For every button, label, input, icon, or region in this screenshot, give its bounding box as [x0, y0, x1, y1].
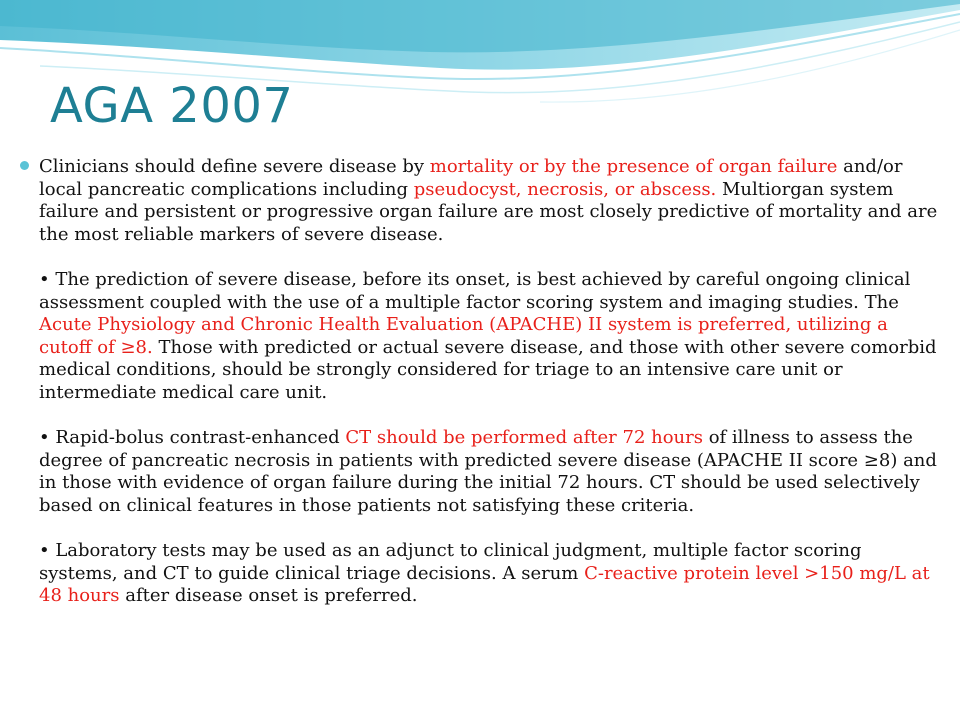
highlighted-text: Acute Physiology and Chronic Health Evaluation (APACHE) II system is preferred, utilizing a cutoff of ≥8. — [39, 314, 888, 358]
highlighted-text: mortality or by the presence of organ failure — [429, 156, 838, 177]
text-segment: Multiorgan system failure and persistent or progressive organ failure are most closely predictive of mortality and are the most reliable markers of severe disease. — [39, 178, 938, 245]
text-segment: after disease onset is preferred. — [119, 585, 418, 606]
highlighted-text: pseudocyst, necrosis, or abscess. — [413, 178, 717, 200]
slide-title: AGA 2007 — [50, 78, 294, 134]
paragraph-laboratory-tests — [39, 540, 941, 608]
text-segment: • Rapid-bolus contrast-enhanced — [39, 427, 346, 448]
text-segment: and/or local pancreatic complications including — [39, 156, 903, 200]
text-segment: • The prediction of severe disease, before its onset, is best achieved by careful ongoing clinical assessment coupled with the use of a multiple factor scoring system and imaging studies. The — [39, 269, 911, 313]
text-segment: • Laboratory tests may be used as an adjunct to clinical judgment, multiple factor scoring systems, and CT to guide clinical triage decisions. A serum — [39, 540, 862, 584]
text-segment: Those with predicted or actual severe disease, and those with other severe comorbid medical conditions, should be strongly considered for triage to an intensive care unit or intermediate medical care unit. — [39, 336, 937, 403]
paragraph-severity-prediction — [39, 269, 941, 404]
bullet-dot-icon — [20, 161, 29, 170]
text-segment: Clinicians should define severe disease by — [39, 156, 430, 177]
highlighted-text: CT should be performed after 72 hours — [345, 427, 703, 448]
paragraph-severe-disease-definition — [39, 156, 941, 246]
highlighted-text: C-reactive protein level >150 mg/L at 48 hours — [39, 562, 930, 606]
slide-body — [39, 156, 941, 608]
text-segment: of illness to assess the degree of pancreatic necrosis in patients with predicted severe disease (APACHE II score ≥8) and in those with evidence of organ failure during the initial 72 hours. CT should be used selectively based on clinical features in those patients not satisfying these criteria. — [39, 427, 937, 516]
paragraph-ct-imaging — [39, 427, 941, 517]
